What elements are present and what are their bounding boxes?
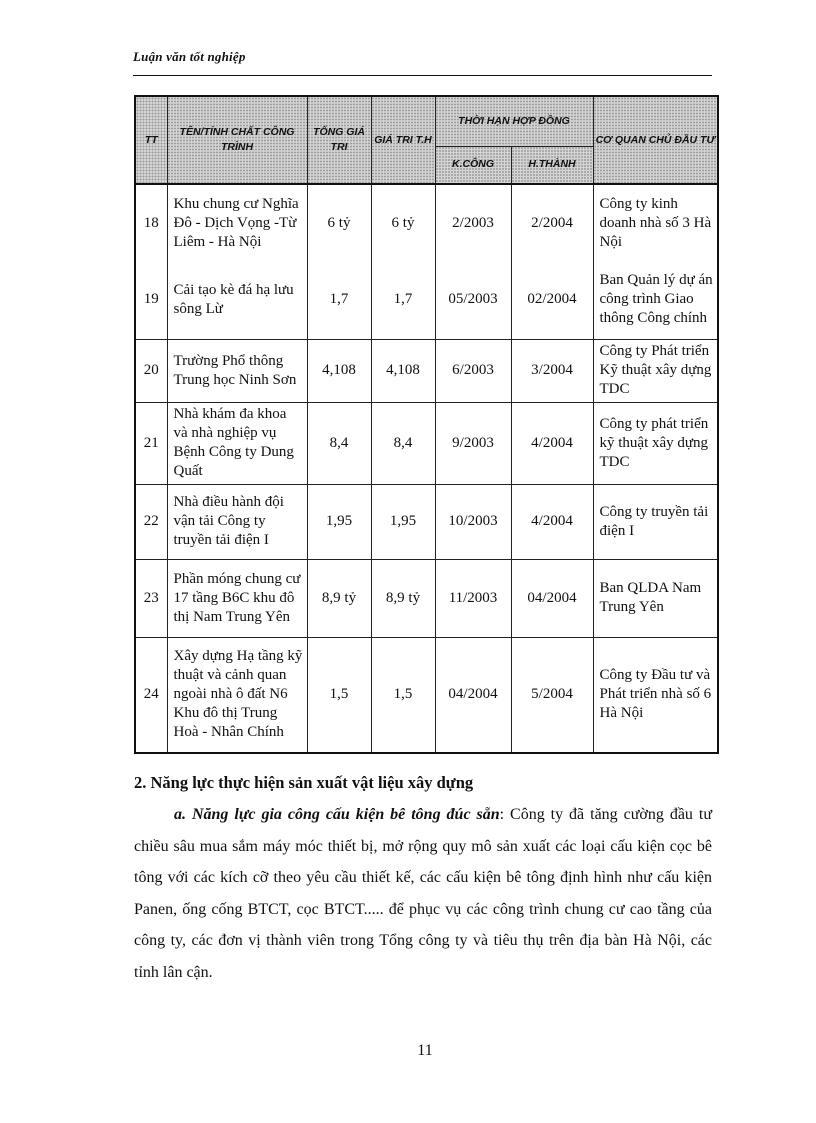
row-th: 1,7 xyxy=(371,261,435,339)
row-start: 9/2003 xyxy=(435,402,511,484)
table-row xyxy=(135,184,718,261)
row-total: 8,4 xyxy=(307,402,371,484)
table-row xyxy=(135,339,718,402)
header-finish: H.THÀNH xyxy=(511,146,593,184)
header-contract-period: THỜI HẠN HỢP ĐỒNG xyxy=(435,96,593,146)
row-name: Nhà khám đa khoa và nhà nghiệp vụ Bệnh Công ty Dung Quất xyxy=(167,402,307,484)
row-start: 11/2003 xyxy=(435,559,511,637)
row-name: Khu chung cư Nghĩa Đô - Dịch Vọng -Từ Liêm - Hà Nội xyxy=(167,184,307,261)
row-tt: 22 xyxy=(135,484,167,559)
row-total: 1,95 xyxy=(307,484,371,559)
row-owner: Công ty Đầu tư và Phát triển nhà số 6 Hà Nội xyxy=(593,637,718,753)
table-row xyxy=(135,484,718,559)
row-name: Xây dựng Hạ tầng kỹ thuật và cảnh quan ngoài nhà ô đất N6 Khu đô thị Trung Hoà - Nhân Chính xyxy=(167,637,307,753)
row-finish: 5/2004 xyxy=(511,637,593,753)
table-row xyxy=(135,261,718,339)
row-name: Cải tạo kè đá hạ lưu sông Lừ xyxy=(167,261,307,339)
header-start: K.CÔNG xyxy=(435,146,511,184)
table-row xyxy=(135,402,718,484)
row-owner: Công ty phát triển kỹ thuật xây dựng TDC xyxy=(593,402,718,484)
row-owner: Ban Quản lý dự án công trình Giao thông Công chính xyxy=(593,261,718,339)
row-finish: 2/2004 xyxy=(511,184,593,261)
paragraph-lead: a. Năng lực gia công cấu kiện bê tông đúc sẵn xyxy=(174,806,500,823)
row-th: 1,95 xyxy=(371,484,435,559)
table-row xyxy=(135,637,718,753)
row-start: 10/2003 xyxy=(435,484,511,559)
row-tt: 23 xyxy=(135,559,167,637)
row-th: 4,108 xyxy=(371,339,435,402)
section-heading: 2. Năng lực thực hiện sản xuất vật liệu xây dựng xyxy=(134,773,474,792)
row-tt: 19 xyxy=(135,261,167,339)
header-value-th: GIÁ TRI T.H xyxy=(371,96,435,184)
body-paragraph xyxy=(134,799,712,988)
row-finish: 02/2004 xyxy=(511,261,593,339)
row-th: 8,4 xyxy=(371,402,435,484)
table-row xyxy=(135,559,718,637)
row-start: 6/2003 xyxy=(435,339,511,402)
row-owner: Công ty kinh doanh nhà số 3 Hà Nội xyxy=(593,184,718,261)
page-number: 11 xyxy=(417,1042,433,1059)
row-total: 6 tỷ xyxy=(307,184,371,261)
row-tt: 18 xyxy=(135,184,167,261)
row-tt: 21 xyxy=(135,402,167,484)
row-finish: 04/2004 xyxy=(511,559,593,637)
header-rule xyxy=(133,75,712,76)
row-name: Trường Phổ thông Trung học Ninh Sơn xyxy=(167,339,307,402)
row-owner: Ban QLDA Nam Trung Yên xyxy=(593,559,718,637)
row-th: 8,9 tỷ xyxy=(371,559,435,637)
header-name: TÊN/TÍNH CHẤT CÔNG TRÌNH xyxy=(167,96,307,184)
row-tt: 24 xyxy=(135,637,167,753)
row-owner: Công ty Phát triển Kỹ thuật xây dựng TDC xyxy=(593,339,718,402)
header-owner: CƠ QUAN CHỦ ĐẦU TƯ xyxy=(593,96,718,184)
row-start: 2/2003 xyxy=(435,184,511,261)
row-total: 1,7 xyxy=(307,261,371,339)
projects-table xyxy=(134,95,719,754)
row-name: Nhà điều hành đội vận tải Công ty truyền tải điện I xyxy=(167,484,307,559)
paragraph-body: : Công ty đã tăng cường đầu tư chiều sâu mua sắm máy móc thiết bị, mở rộng quy mô sản xuất các loại cấu kiện cọc bê tông với các kích cỡ theo yêu cầu thiết kế, các cấu kiện bê tông định hình như cấu kiện Panen, ống cống BTCT, cọc BTCT..... để phục vụ các công trình chung cư cao tầng của công ty, các đơn vị thành viên trong Tổng công ty và tiêu thụ trên địa bàn Hà Nội, các tỉnh lân cận. xyxy=(134,806,712,981)
row-owner: Công ty truyền tải điện I xyxy=(593,484,718,559)
row-total: 1,5 xyxy=(307,637,371,753)
row-finish: 3/2004 xyxy=(511,339,593,402)
row-start: 04/2004 xyxy=(435,637,511,753)
row-start: 05/2003 xyxy=(435,261,511,339)
row-total: 8,9 tỷ xyxy=(307,559,371,637)
running-title: Luận văn tốt nghiệp xyxy=(133,49,246,64)
row-tt: 20 xyxy=(135,339,167,402)
row-th: 6 tỷ xyxy=(371,184,435,261)
row-name: Phần móng chung cư 17 tầng B6C khu đô thị Nam Trung Yên xyxy=(167,559,307,637)
header-tt: TT xyxy=(135,96,167,184)
row-finish: 4/2004 xyxy=(511,484,593,559)
row-total: 4,108 xyxy=(307,339,371,402)
row-finish: 4/2004 xyxy=(511,402,593,484)
row-th: 1,5 xyxy=(371,637,435,753)
header-total-value: TỔNG GIÁ TRI xyxy=(307,96,371,184)
